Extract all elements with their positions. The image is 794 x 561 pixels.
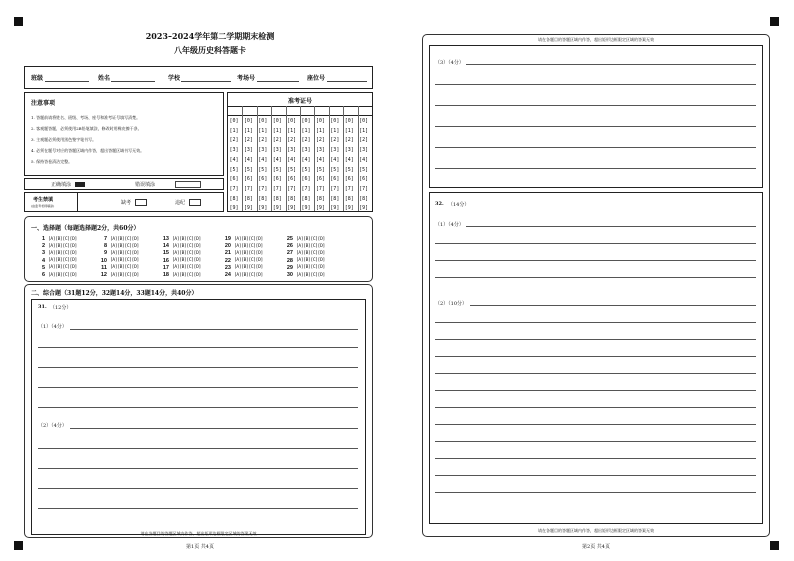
id-digit-bubble[interactable]: [3] (359, 147, 369, 154)
choice-options[interactable]: [A][B][C][D] (48, 250, 77, 256)
id-digit-bubble[interactable]: [9] (272, 205, 282, 212)
choice-options[interactable]: [A][B][C][D] (172, 258, 201, 264)
id-digit-bubble[interactable]: [1] (301, 127, 311, 134)
id-digit-bubble[interactable]: [6] (287, 176, 297, 183)
id-digit-bubble[interactable]: [1] (344, 127, 354, 134)
corner-mark (14, 541, 23, 550)
answer-line[interactable] (435, 356, 756, 357)
notice-item: 1. 答题前请将姓名、班级、考场、座号和准考证号填写清楚。 (31, 115, 141, 120)
id-digit-bubble[interactable]: [8] (315, 195, 325, 202)
notice-item: 5. 保持答卷清洁完整。 (31, 159, 73, 164)
section1-title: 一、选择题（每题选择题2分，共60分） (31, 225, 140, 232)
choice-number: 24 (224, 272, 231, 278)
id-digit-bubble[interactable]: [2] (272, 137, 282, 144)
footer-note: 请在各题目的答题区域内作答，超出矩形边框限定区域的答案无效 (538, 528, 654, 533)
id-digit-bubble[interactable]: [4] (287, 156, 297, 163)
id-digit-bubble[interactable]: [4] (258, 156, 268, 163)
choice-options[interactable]: [A][B][C][D] (110, 265, 139, 271)
answer-line[interactable] (38, 347, 358, 348)
q32-sub2-label: （2）（10分） (435, 301, 468, 307)
id-digit-bubble[interactable]: [8] (243, 195, 253, 202)
id-digit-bubble[interactable]: [4] (301, 156, 311, 163)
id-digit-bubble[interactable]: [1] (359, 127, 369, 134)
correct-fill-sample (75, 182, 85, 187)
answer-area-q31 (31, 299, 366, 535)
id-digit-bubble[interactable]: [7] (243, 185, 253, 192)
choice-number: 20 (224, 243, 231, 250)
choice-options[interactable]: [A][B][C][D] (234, 236, 263, 242)
id-digit-bubble[interactable]: [0] (330, 118, 340, 124)
id-digit-bubble[interactable]: [2] (330, 137, 340, 144)
id-digit-bubble[interactable]: [3] (315, 147, 325, 154)
choice-number: 3 (41, 250, 45, 257)
choice-number: 23 (224, 264, 231, 271)
id-digit-bubble[interactable]: [2] (258, 137, 268, 144)
answer-line[interactable] (435, 84, 756, 85)
id-digit-bubble[interactable]: [5] (330, 166, 340, 173)
choice-options[interactable]: [A][B][C][D] (234, 250, 263, 256)
divider (77, 193, 78, 211)
id-digit-bubble[interactable]: [7] (330, 185, 340, 192)
answer-line[interactable] (70, 329, 358, 330)
id-digit-bubble[interactable]: [1] (258, 127, 268, 134)
id-digit-bubble[interactable]: [1] (315, 127, 325, 134)
id-digit-bubble[interactable]: [9] (258, 205, 268, 212)
id-digit-bubble[interactable]: [6] (344, 176, 354, 183)
choice-number: 22 (224, 257, 231, 264)
exam-room-field[interactable] (257, 81, 299, 82)
choice-options[interactable]: [A][B][C][D] (110, 272, 139, 278)
notice-title: 注意事项 (31, 100, 56, 107)
exam-id-box (227, 92, 373, 212)
id-digit-bubble[interactable]: [0] (287, 118, 297, 124)
id-digit-bubble[interactable]: [6] (272, 176, 282, 183)
answer-line[interactable] (435, 390, 756, 391)
choice-number: 12 (100, 272, 107, 278)
q31-sub2-label: （2）（4分） (38, 423, 67, 429)
answer-line[interactable] (466, 226, 756, 227)
absent-box (24, 192, 224, 212)
answer-line[interactable] (435, 339, 756, 340)
choice-options[interactable]: [A][B][C][D] (110, 243, 139, 249)
id-digit-bubble[interactable]: [0] (272, 118, 282, 124)
class-label: 班级 (31, 75, 44, 82)
choice-number: 11 (101, 264, 107, 271)
answer-line[interactable] (435, 168, 756, 169)
choice-number: 1 (41, 236, 45, 242)
id-digit-bubble[interactable]: [5] (315, 166, 325, 173)
id-digit-bubble[interactable]: [5] (258, 166, 268, 173)
id-digit-bubble[interactable]: [2] (359, 137, 369, 144)
id-digit-bubble[interactable]: [8] (229, 195, 239, 202)
q32-sub1-label: （1）（4分） (435, 222, 464, 228)
choice-number: 27 (286, 250, 293, 257)
answer-line[interactable] (38, 367, 358, 368)
answer-line[interactable] (435, 322, 756, 323)
id-digit-bubble[interactable]: [8] (301, 195, 311, 202)
id-digit-bubble[interactable]: [5] (229, 166, 239, 173)
answer-line[interactable] (38, 448, 358, 449)
answer-line[interactable] (435, 373, 756, 374)
id-digit-bubble[interactable]: [2] (229, 137, 239, 144)
id-digit-bubble[interactable]: [6] (301, 176, 311, 183)
choice-number: 8 (103, 243, 107, 250)
choice-number: 4 (41, 257, 45, 264)
id-digit-bubble[interactable]: [2] (243, 137, 253, 144)
name-field[interactable] (111, 81, 155, 82)
choice-number: 10 (100, 257, 107, 264)
id-digit-bubble[interactable]: [5] (301, 166, 311, 173)
id-digit-bubble[interactable]: [5] (359, 166, 369, 173)
q32-label: 32. (435, 201, 444, 207)
id-digit-bubble[interactable]: [9] (229, 205, 239, 212)
choice-options[interactable]: [A][B][C][D] (234, 265, 263, 271)
choice-number: 30 (286, 272, 293, 278)
id-digit-bubble[interactable]: [9] (330, 205, 340, 212)
id-digit-bubble[interactable]: [9] (301, 205, 311, 212)
notice-box (24, 92, 224, 176)
choice-options[interactable]: [A][B][C][D] (296, 236, 325, 242)
id-digit-bubble[interactable]: [8] (359, 195, 369, 202)
choice-options[interactable]: [A][B][C][D] (234, 258, 263, 264)
choice-number: 21 (224, 250, 231, 257)
page-subtitle: 八年级历史科答题卡 (174, 45, 246, 55)
answer-line[interactable] (435, 475, 756, 476)
notice-item: 3. 主观题必须使用黑色签字笔书写。 (31, 137, 97, 142)
absent-sub: (由监考老师填涂) (31, 204, 55, 208)
choice-number: 9 (103, 250, 107, 257)
id-digit-bubble[interactable]: [6] (359, 176, 369, 183)
choice-number: 6 (41, 272, 45, 278)
answer-line[interactable] (435, 260, 756, 261)
exam-room-label: 考场号 (237, 75, 256, 82)
id-digit-bubble[interactable]: [8] (330, 195, 340, 202)
id-digit-bubble[interactable]: [7] (229, 185, 239, 192)
q31-label: 31. (38, 304, 47, 310)
seat-label: 座位号 (307, 75, 326, 82)
school-field[interactable] (181, 81, 231, 82)
id-digit-bubble[interactable]: [3] (258, 147, 268, 154)
answer-line[interactable] (435, 407, 756, 408)
q31-sub3-label: （3）（4分） (435, 60, 464, 66)
id-digit-bubble[interactable]: [0] (301, 118, 311, 124)
id-digit-bubble[interactable]: [1] (243, 127, 253, 134)
id-digit-bubble[interactable]: [9] (344, 205, 354, 212)
choice-options[interactable]: [A][B][C][D] (296, 258, 325, 264)
id-digit-bubble[interactable]: [7] (301, 185, 311, 192)
id-digit-bubble[interactable]: [3] (301, 147, 311, 154)
seat-field[interactable] (327, 81, 367, 82)
choice-options[interactable]: [A][B][C][D] (110, 258, 139, 264)
id-digit-bubble[interactable]: [2] (315, 137, 325, 144)
id-digit-bubble[interactable]: [5] (344, 166, 354, 173)
q32-score: （14分） (448, 202, 470, 208)
choice-options[interactable]: [A][B][C][D] (48, 258, 77, 264)
absent-label: 缺考 (121, 200, 132, 206)
choice-options[interactable]: [A][B][C][D] (48, 236, 77, 242)
answer-line[interactable] (435, 126, 756, 127)
choice-options[interactable]: [A][B][C][D] (234, 243, 263, 249)
answer-line[interactable] (38, 488, 358, 489)
answer-line[interactable] (466, 64, 756, 65)
answer-line[interactable] (38, 407, 358, 408)
choice-number: 25 (286, 236, 293, 242)
q31-sub1-label: （1）（4分） (38, 324, 67, 330)
id-digit-bubble[interactable]: [3] (330, 147, 340, 154)
id-digit-bubble[interactable]: [4] (229, 156, 239, 163)
id-digit-bubble[interactable]: [9] (315, 205, 325, 212)
id-digit-bubble[interactable]: [7] (359, 185, 369, 192)
choice-options[interactable]: [A][B][C][D] (296, 272, 325, 278)
answer-line[interactable] (435, 441, 756, 442)
choice-options[interactable]: [A][B][C][D] (172, 272, 201, 278)
id-digit-bubble[interactable]: [3] (287, 147, 297, 154)
id-digit-bubble[interactable]: [1] (330, 127, 340, 134)
id-digit-bubble[interactable]: [6] (330, 176, 340, 183)
notice-item: 2. 客观题答题，必须使用2B铅笔填涂，修改时用橡皮擦干净。 (31, 126, 142, 131)
id-digit-bubble[interactable]: [6] (243, 176, 253, 183)
choice-options[interactable]: [A][B][C][D] (110, 236, 139, 242)
id-digit-bubble[interactable]: [2] (344, 137, 354, 144)
absent-checkbox[interactable] (135, 199, 147, 206)
answer-line[interactable] (435, 277, 756, 278)
choice-number: 16 (162, 257, 169, 264)
answer-line[interactable] (38, 468, 358, 469)
info-row (24, 66, 373, 89)
choice-options[interactable]: [A][B][C][D] (234, 272, 263, 278)
q31-score: （12分） (50, 305, 72, 311)
absent-title: 考生禁填 (33, 197, 54, 203)
violation-label: 违纪 (175, 200, 186, 206)
choice-options[interactable]: [A][B][C][D] (296, 243, 325, 249)
footer-note: 请在各题目的答题区域内作答，超出矩形边框限定区域的答案无效 (140, 531, 257, 536)
choice-number: 7 (103, 236, 107, 242)
id-digit-bubble[interactable]: [4] (359, 156, 369, 163)
id-digit-bubble[interactable]: [7] (258, 185, 268, 192)
id-digit-bubble[interactable]: [4] (243, 156, 253, 163)
id-digit-bubble[interactable]: [7] (344, 185, 354, 192)
answer-line[interactable] (435, 492, 756, 493)
choice-options[interactable]: [A][B][C][D] (172, 265, 201, 271)
page2-frame (422, 34, 770, 537)
id-digit-bubble[interactable]: [8] (287, 195, 297, 202)
choice-number: 2 (41, 243, 45, 250)
id-digit-bubble[interactable]: [0] (229, 118, 239, 124)
choice-options[interactable]: [A][B][C][D] (172, 236, 201, 242)
id-digit-bubble[interactable]: [7] (287, 185, 297, 192)
id-digit-bubble[interactable]: [5] (272, 166, 282, 173)
answer-line[interactable] (435, 147, 756, 148)
choice-options[interactable]: [A][B][C][D] (48, 272, 77, 278)
id-digit-bubble[interactable]: [5] (243, 166, 253, 173)
id-digit-bubble[interactable]: [3] (272, 147, 282, 154)
choice-number: 15 (162, 250, 169, 257)
id-digit-bubble[interactable]: [4] (315, 156, 325, 163)
id-digit-bubble[interactable]: [1] (287, 127, 297, 134)
choice-number: 14 (162, 243, 169, 250)
id-digit-bubble[interactable]: [9] (243, 205, 253, 212)
comprehensive-section (24, 284, 373, 538)
choice-number: 19 (224, 236, 231, 242)
page-title: 2023–2024学年第二学期期末检测 (145, 31, 275, 41)
id-digit-bubble[interactable]: [4] (330, 156, 340, 163)
id-digit-bubble[interactable]: [6] (315, 176, 325, 183)
id-digit-bubble[interactable]: [8] (344, 195, 354, 202)
answer-line[interactable] (435, 424, 756, 425)
id-digit-bubble[interactable]: [0] (258, 118, 268, 124)
name-label: 姓名 (98, 75, 111, 82)
answer-line[interactable] (435, 458, 756, 459)
answer-line[interactable] (435, 105, 756, 106)
answer-line[interactable] (470, 305, 756, 306)
choice-number: 13 (162, 236, 169, 242)
id-digit-bubble[interactable]: [9] (287, 205, 297, 212)
page-number: 第2页 共4页 (582, 544, 610, 550)
answer-area-q32 (429, 192, 763, 524)
id-digit-bubble[interactable]: [3] (229, 147, 239, 154)
id-digit-bubble[interactable]: [2] (287, 137, 297, 144)
id-digit-bubble[interactable]: [6] (258, 176, 268, 183)
choice-options[interactable]: [A][B][C][D] (172, 250, 201, 256)
answer-area-q31-cont (429, 45, 763, 188)
choice-number: 17 (162, 264, 169, 271)
id-digit-bubble[interactable]: [6] (229, 176, 239, 183)
choice-options[interactable]: [A][B][C][D] (48, 265, 77, 271)
answer-line[interactable] (38, 387, 358, 388)
choice-number: 18 (162, 272, 169, 278)
page-number: 第1页 共4页 (186, 544, 214, 550)
id-digit-bubble[interactable]: [4] (344, 156, 354, 163)
wrong-fill-label: 错误填涂 (135, 182, 156, 188)
id-digit-bubble[interactable]: [9] (359, 205, 369, 212)
id-digit-bubble[interactable]: [1] (272, 127, 282, 134)
id-digit-bubble[interactable]: [1] (229, 127, 239, 134)
top-note: 请在各题目的答题区域内作答，超出矩形边框限定区域的答案无效 (538, 37, 654, 42)
choice-number: 29 (286, 264, 293, 271)
section2-title: 二、综合题（31题12分，32题14分，33题14分，共40分） (31, 290, 198, 297)
answer-line[interactable] (38, 508, 358, 509)
fill-example-row (24, 178, 224, 190)
corner-mark (770, 541, 779, 550)
id-digit-bubble[interactable]: [0] (359, 118, 369, 124)
choice-options[interactable]: [A][B][C][D] (110, 250, 139, 256)
id-digit-bubble[interactable]: [8] (258, 195, 268, 202)
choice-options[interactable]: [A][B][C][D] (172, 243, 201, 249)
id-digit-bubble[interactable]: [8] (272, 195, 282, 202)
corner-mark (770, 17, 779, 26)
id-digit-bubble[interactable]: [5] (287, 166, 297, 173)
wrong-fill-sample (175, 181, 201, 188)
id-digit-bubble[interactable]: [7] (272, 185, 282, 192)
corner-mark (14, 17, 23, 26)
choice-options[interactable]: [A][B][C][D] (296, 250, 325, 256)
id-digit-bubble[interactable]: [3] (344, 147, 354, 154)
id-digit-bubble[interactable]: [7] (315, 185, 325, 192)
choice-section (24, 216, 373, 282)
exam-id-title: 准考证号 (287, 98, 312, 105)
notice-item: 4. 必须在题号对应的答题区域内作答，超出答题区域书写无效。 (31, 148, 145, 153)
id-digit-bubble[interactable]: [0] (243, 118, 253, 124)
id-digit-bubble[interactable]: [4] (272, 156, 282, 163)
violation-checkbox[interactable] (189, 199, 201, 206)
choice-number: 28 (286, 257, 293, 264)
correct-fill-label: 正确填涂 (51, 182, 72, 188)
id-digit-bubble[interactable]: [0] (315, 118, 325, 124)
id-digit-bubble[interactable]: [0] (344, 118, 354, 124)
id-digit-bubble[interactable]: [2] (301, 137, 311, 144)
class-field[interactable] (45, 81, 89, 82)
id-digit-bubble[interactable]: [3] (243, 147, 253, 154)
choice-options[interactable]: [A][B][C][D] (48, 243, 77, 249)
school-label: 学校 (168, 75, 181, 82)
answer-line[interactable] (435, 243, 756, 244)
answer-line[interactable] (70, 428, 358, 429)
choice-number: 5 (41, 264, 45, 271)
choice-options[interactable]: [A][B][C][D] (296, 265, 325, 271)
choice-number: 26 (286, 243, 293, 250)
